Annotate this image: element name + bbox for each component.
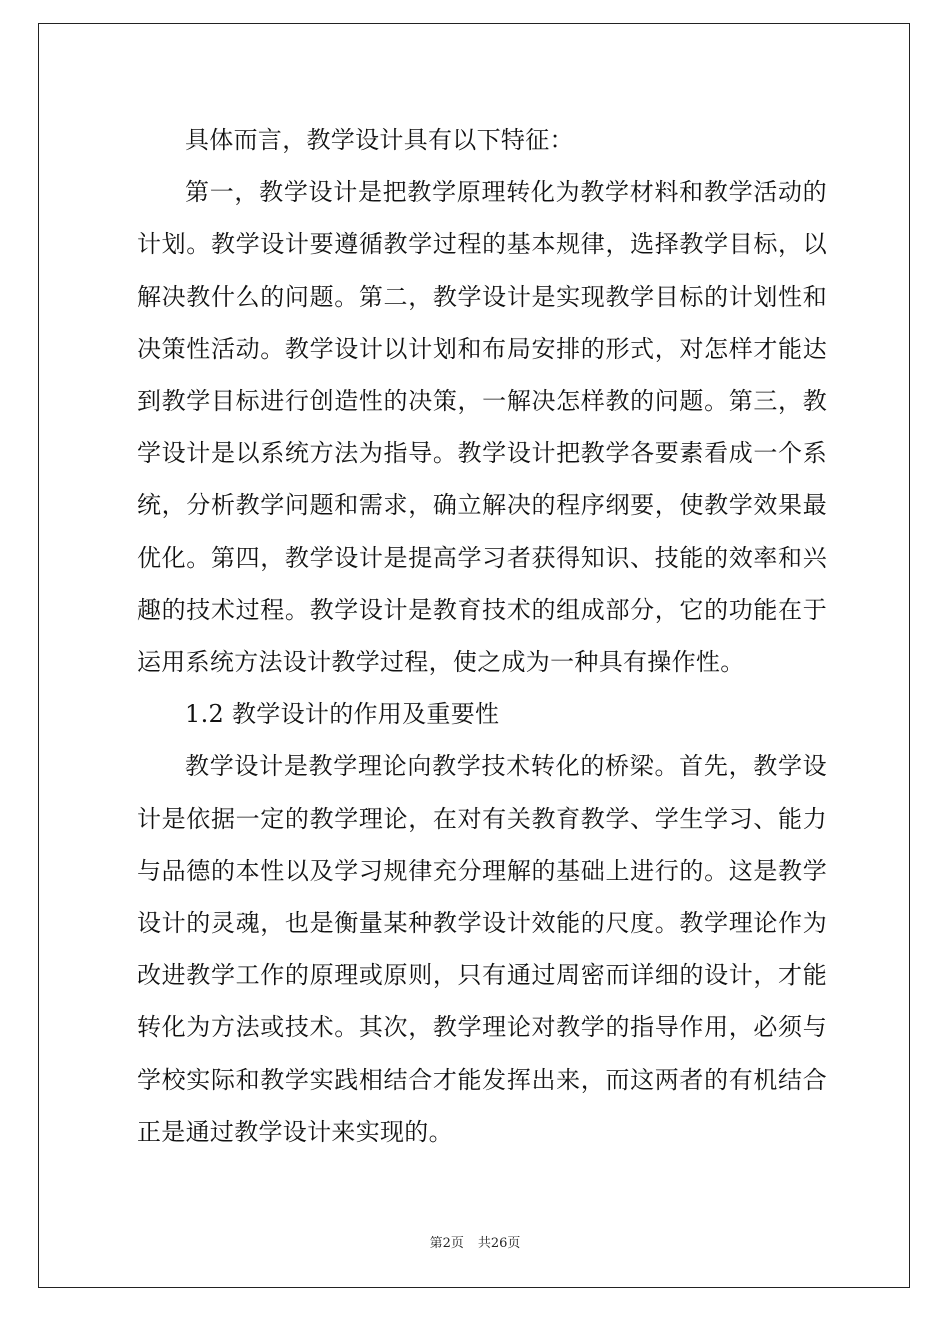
page-number: 第2页 bbox=[429, 1236, 464, 1251]
paragraph-features-list: 第一，教学设计是把教学原理转化为教学材料和教学活动的计划。教学设计要遵循教学过程的基本规律，选择教学目标，以解决教什么的问题。第二，教学设计是实现教学目标的计划性和决策性活动。教学设计以计划和布局安排的形式，对怎样才能达到教学目标进行创造性的决策，一解决怎样教的问题。第三，教学设计是以系统方法为指导。教学设计把教学各要素看成一个系统，分析教学问题和需求，确立解决的程序纲要，使教学效果最优化。第四，教学设计是提高学习者获得知识、技能的效率和兴趣的技术过程。教学设计是教育技术的组成部分，它的功能在于运用系统方法设计教学过程，使之成为一种具有操作性。 bbox=[137, 178, 827, 677]
page-footer bbox=[0, 1232, 950, 1251]
section-heading: 1.2 教学设计的作用及重要性 bbox=[185, 700, 500, 729]
paragraph-importance: 教学设计是教学理论向教学技术转化的桥梁。首先，教学设计是依据一定的教学理论，在对有关教育教学、学生学习、能力与品德的本性以及学习规律充分理解的基础上进行的。这是教学设计的灵魂，也是衡量某种教学设计效能的尺度。教学理论作为改进教学工作的原理或原则，只有通过周密而详细的设计，才能转化为方法或技术。其次，教学理论对教学的指导作用，必须与学校实际和教学实践相结合才能发挥出来，而这两者的有机结合正是通过教学设计来实现的。 bbox=[137, 752, 827, 1146]
page-total: 共26页 bbox=[477, 1236, 521, 1251]
document-body bbox=[137, 114, 827, 1158]
paragraph-features-intro: 具体而言，教学设计具有以下特征： bbox=[185, 126, 574, 154]
